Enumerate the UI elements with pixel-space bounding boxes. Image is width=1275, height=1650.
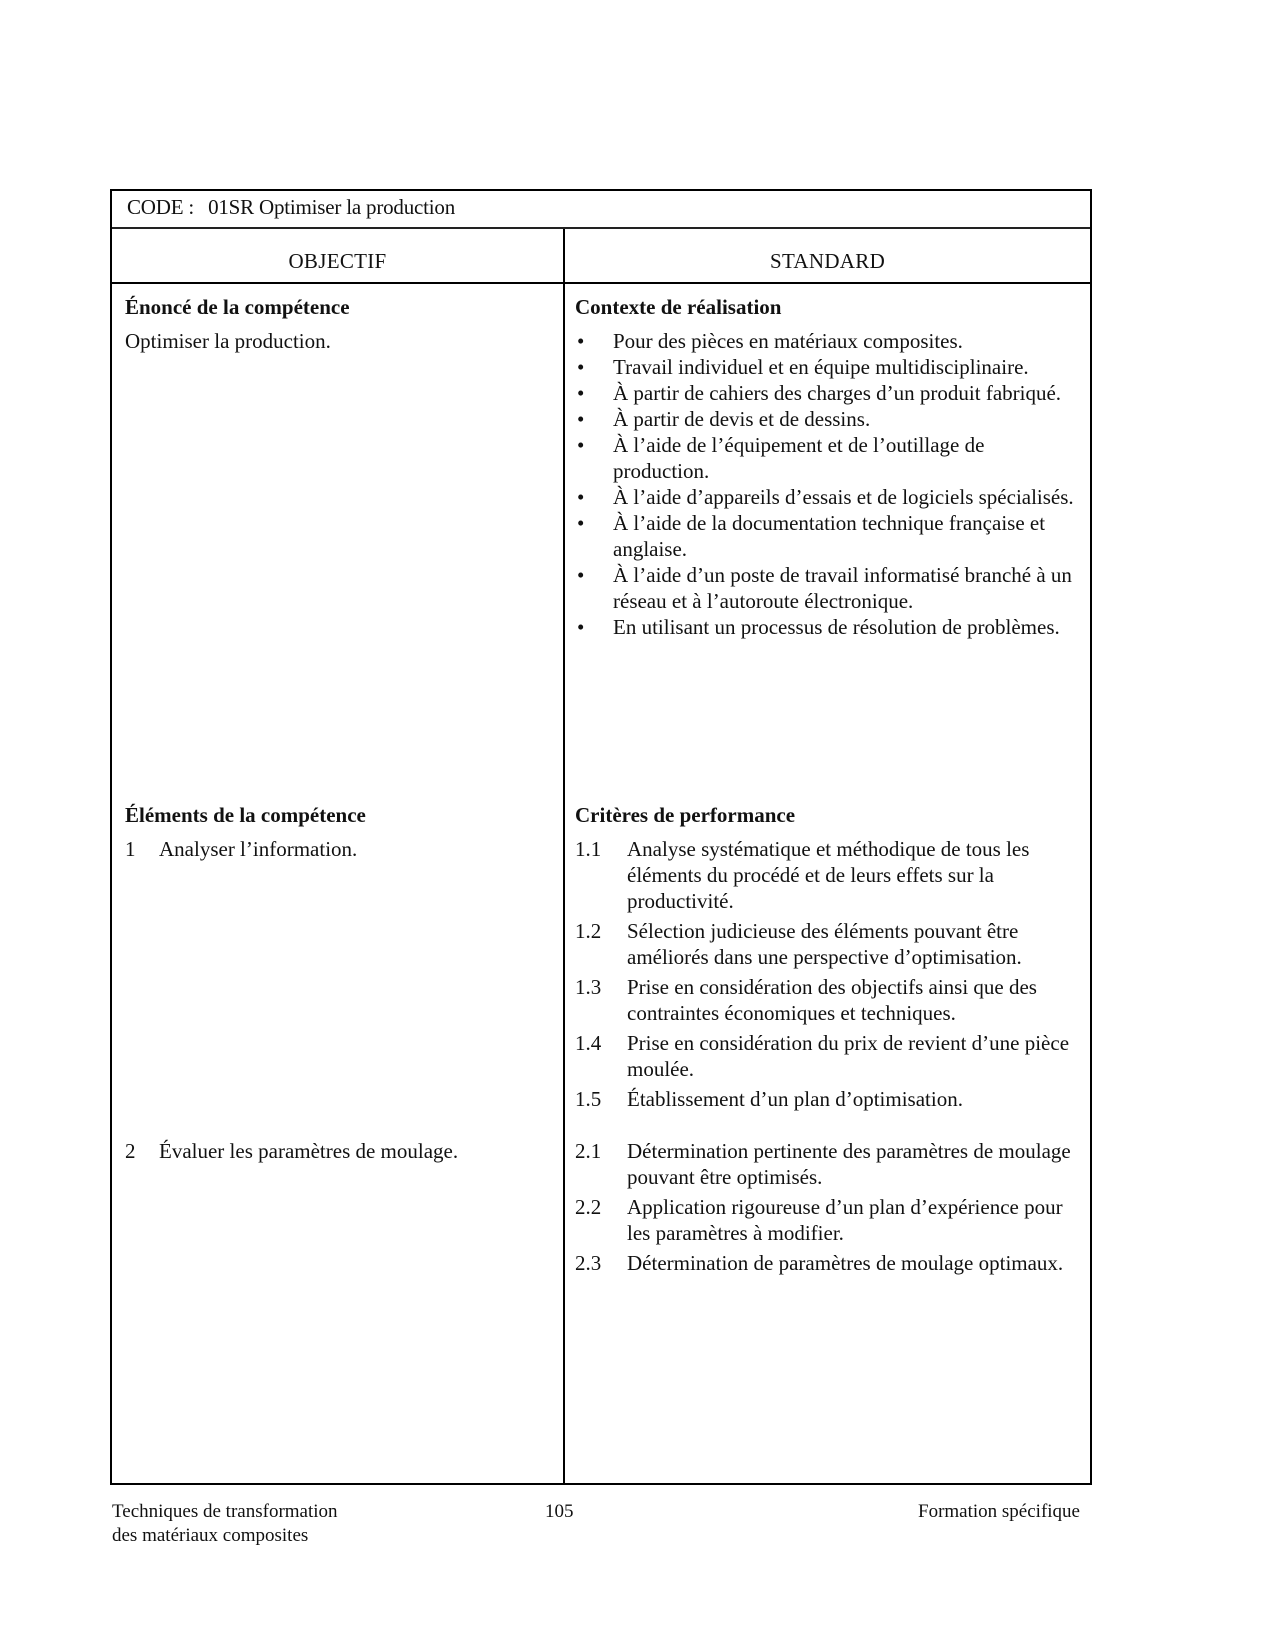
- criterion-number: 2.2: [575, 1195, 602, 1219]
- header-objectif: OBJECTIF: [288, 249, 387, 273]
- list-item: • À partir de devis et de dessins.: [577, 407, 871, 431]
- code-row: [112, 191, 1090, 229]
- criterion-number: 1.2: [575, 919, 602, 943]
- criterion-item: [575, 974, 1075, 1026]
- bullet-icon: •: [577, 511, 585, 535]
- criterion-text: Prise en considération des objectifs ainsi que des contraintes économiques et techniques.: [627, 975, 1037, 1025]
- criterion-text: Prise en considération du prix de revient d’une pièce moulée.: [627, 1031, 1070, 1081]
- element-number: 1: [125, 837, 136, 861]
- criterion-number: 2.3: [575, 1251, 602, 1275]
- bullet-icon: •: [577, 563, 585, 587]
- criteres-title: Critères de performance: [575, 803, 796, 827]
- list-item: • À l’aide de l’équipement et de l’outillage de production.: [577, 433, 985, 483]
- criterion-item: [575, 1194, 1075, 1246]
- code-title: [127, 195, 455, 220]
- bullet-icon: •: [577, 355, 585, 379]
- code-label: CODE :: [127, 195, 195, 219]
- criterion-item: [575, 836, 1075, 914]
- bullet-icon: •: [577, 407, 585, 431]
- element-item: [125, 1138, 555, 1164]
- criterion-number: 1.5: [575, 1087, 602, 1111]
- criterion-item: [575, 1030, 1075, 1082]
- list-item: • À partir de cahiers des charges d’un produit fabriqué.: [577, 381, 1062, 405]
- criterion-text: Analyse systématique et méthodique de tous les éléments du procédé et de leurs effets sur la productivité.: [627, 837, 1030, 913]
- column-divider: [563, 229, 565, 1483]
- criterion-number: 1.1: [575, 837, 602, 861]
- list-item: • À l’aide d’appareils d’essais et de logiciels spécialisés.: [577, 485, 1074, 509]
- criterion-item: [575, 1138, 1075, 1190]
- competency-table: [110, 189, 1092, 1485]
- bullet-icon: •: [577, 615, 585, 639]
- page-number: 105: [545, 1501, 574, 1522]
- criterion-number: 1.4: [575, 1031, 602, 1055]
- element-number: 2: [125, 1139, 136, 1163]
- criterion-item: [575, 1250, 1075, 1276]
- criterion-number: 2.1: [575, 1139, 602, 1163]
- enonce-section: [125, 294, 350, 354]
- criterion-number: 1.3: [575, 975, 602, 999]
- criterion-text: Détermination pertinente des paramètres de moulage pouvant être optimisés.: [627, 1139, 1071, 1189]
- elements-section: [125, 802, 555, 862]
- bullet-icon: •: [577, 485, 585, 509]
- criteres-section: [575, 802, 1075, 1116]
- bullet-icon: •: [577, 381, 585, 405]
- criterion-text: Détermination de paramètres de moulage optimaux.: [627, 1251, 1064, 1275]
- element-item: [125, 836, 555, 862]
- contexte-list: [575, 328, 1075, 640]
- footer-left-line-2: des matériaux composites: [112, 1525, 309, 1546]
- footer-program-title: [112, 1500, 338, 1548]
- code-value: 01SR Optimiser la production: [208, 195, 456, 219]
- bullet-icon: •: [577, 329, 585, 353]
- list-item: • En utilisant un processus de résolution de problèmes.: [577, 615, 1060, 639]
- criterion-text: Application rigoureuse d’un plan d’expérience pour les paramètres à modifier.: [627, 1195, 1063, 1245]
- criteres-group-1: [575, 836, 1075, 1112]
- list-item: • Travail individuel et en équipe multidisciplinaire.: [577, 355, 1029, 379]
- bullet-icon: •: [577, 433, 585, 457]
- contexte-title: Contexte de réalisation: [575, 295, 782, 319]
- footer-left-line-1: Techniques de transformation: [112, 1501, 338, 1522]
- list-item: • À l’aide d’un poste de travail informatisé branché à un réseau et à l’autoroute électronique.: [577, 563, 1072, 613]
- enonce-title: Énoncé de la compétence: [125, 295, 350, 319]
- enonce-text: Optimiser la production.: [125, 329, 331, 353]
- header-standard: STANDARD: [769, 249, 886, 273]
- contexte-section: [575, 294, 1075, 640]
- criterion-text: Établissement d’un plan d’optimisation.: [627, 1087, 963, 1111]
- list-item: • À l’aide de la documentation technique française et anglaise.: [577, 511, 1046, 561]
- footer-section-label: Formation spécifique: [918, 1501, 1080, 1522]
- criterion-item: [575, 1086, 1075, 1112]
- elements-title: Éléments de la compétence: [125, 803, 366, 827]
- element-text: Analyser l’information.: [159, 837, 358, 861]
- element-item-2-block: [125, 1138, 555, 1164]
- list-item: • Pour des pièces en matériaux composites.: [577, 329, 963, 353]
- column-header-row: [112, 229, 1090, 284]
- criterion-item: [575, 918, 1075, 970]
- criterion-text: Sélection judicieuse des éléments pouvant être améliorés dans une perspective d’optimisation.: [627, 919, 1022, 969]
- criteres-group-2: [575, 1138, 1075, 1280]
- element-text: Évaluer les paramètres de moulage.: [159, 1139, 459, 1163]
